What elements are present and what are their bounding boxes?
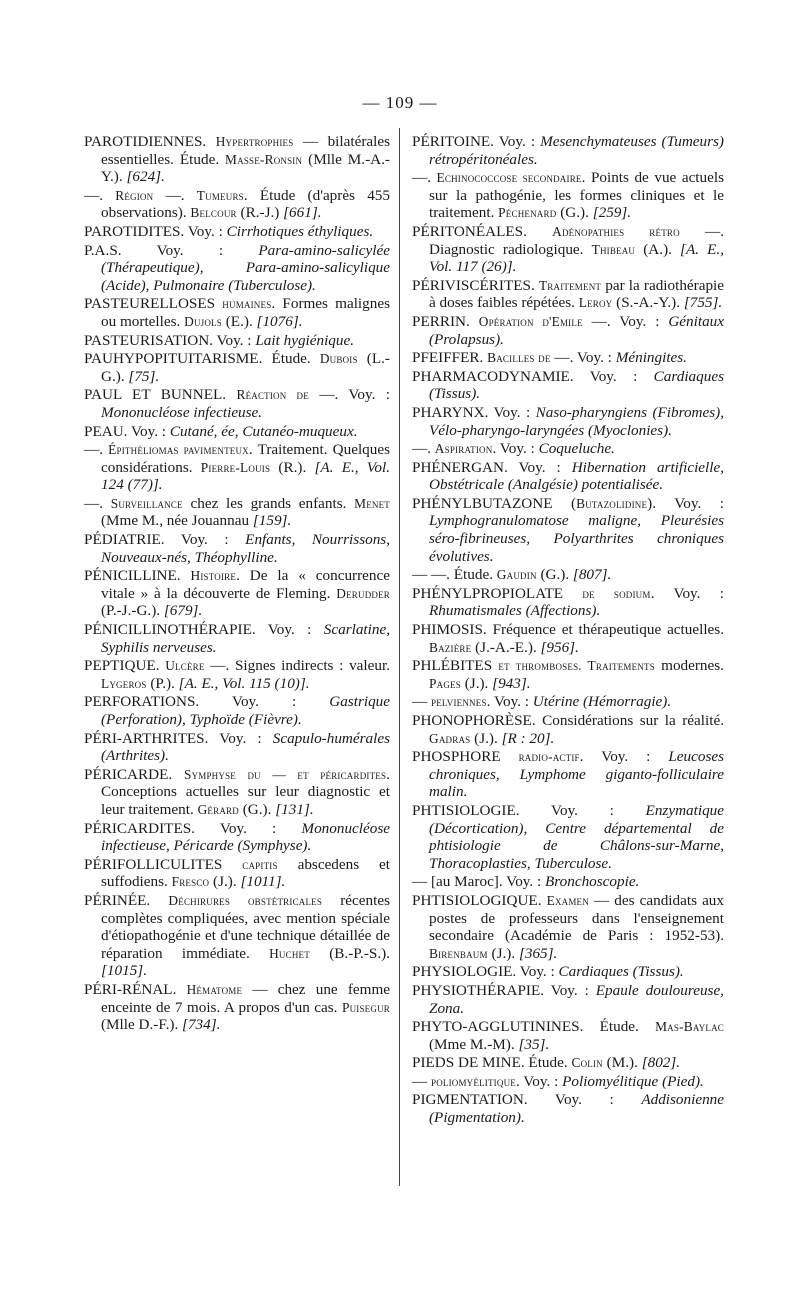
page-number: — 109 — [362,93,438,112]
entry-text: modernes. [654,657,724,675]
entry-smallcaps-text: Echinococcose secondaire [436,170,582,186]
entry-text: PHYTO-AGGLUTININES. Étude. [412,1018,656,1036]
entry-text: PAUHYPOPITUITARISME. Étude. [84,350,320,368]
entry-italic-text: Mononucléose infectieuse, Péricarde (Symphyse). [101,819,390,855]
entry-smallcaps-text: Ulcère [165,658,205,674]
entry-text: (J.). [470,729,502,747]
entry-smallcaps-text: Lygeros [101,675,147,691]
entry-text: PEAU. Voy. : [84,422,170,440]
entry-italic-text: Enzymatique (Décortication), Centre départemental de phtisiologie de Châlons-sur-Marne, Thoracoplasties, Tuberculose. [429,801,724,872]
entry-text: (E.). [221,312,257,330]
entry-smallcaps-text: Gérard [197,801,239,817]
entry-text: PHARYNX. Voy. : [412,403,536,421]
entry-text: . Points de vue actuels sur la pathogénie, les formes cliniques et le traitement. [429,169,724,222]
index-entry [84,693,390,728]
entry-italic-text: Rhumatismales (Affections). [429,602,601,620]
index-entry [412,748,724,801]
entry-text: PIEDS DE MINE. Étude. [412,1054,572,1072]
entry-text: . Voy. : [515,1072,563,1090]
entry-text: (M.). [602,1054,642,1072]
index-entry [84,856,390,891]
entry-text: (J.). [460,674,493,692]
entry-text: PHIMOSIS. Fréquence et thérapeutique actuelles. [412,621,724,639]
entry-smallcaps-text: Histoire [190,568,237,584]
entry-text: PFEIFFER. [412,349,488,367]
index-entry [412,1018,724,1053]
entry-text: PÉDIATRIE. Voy. : [84,531,246,549]
entry-smallcaps-text: Belcour [190,205,237,221]
entry-text: (R.-J.) [236,204,284,222]
index-entry [412,802,724,872]
entry-smallcaps-text: Dujols [184,313,222,329]
entry-text: . Conceptions actuelles sur leur diagnostic et leur traitement. [101,765,390,818]
entry-smallcaps-text: Examen [546,892,589,908]
index-entry [412,1073,724,1091]
entry-text: PEPTIQUE. [84,657,166,675]
entry-text: PAROTIDIENNES. [84,133,216,150]
entry-italic-text: Hibernation artificielle, Obstétricale (Analgésie) potentialisée. [429,458,725,494]
entry-text: (J.-A.-E.). [471,638,541,656]
entry-text: (P.-J.-G.). [101,602,164,620]
entry-text: —. Voy. : [550,349,616,367]
entry-italic-text: [807]. [572,566,612,584]
index-entry [412,169,724,222]
entry-italic-text: Utérine (Hémorragie). [532,693,672,711]
entry-text: . Formes malignes ou mortelles. [101,295,390,330]
entry-text: PHYSIOTHÉRAPIE. Voy. : [412,981,596,999]
entry-text: PIGMENTATION. Voy. : [412,1091,642,1109]
entry-smallcaps-text: Birenbaum [429,945,488,961]
entry-text: PÉRINÉE. [84,891,169,909]
entry-text: . Traitement. Quelques considérations. [101,441,391,476]
entry-smallcaps-text: Dubois [319,351,358,367]
entry-smallcaps-text: radio-actif [518,749,580,765]
entry-text: PERRIN. [412,312,479,330]
entry-smallcaps-text: Masse-Ronsin [225,151,303,167]
entry-text: —. [84,441,109,459]
entry-text: (Mme M., née Jouannau [101,512,253,530]
entry-text: abscedens et suffodiens. [101,855,391,891]
entry-smallcaps-text: Leroy [578,295,613,311]
entry-text: . Voy. : [650,584,725,602]
entry-italic-text: [1011]. [240,873,286,891]
entry-italic-text: Epaule douloureuse, Zona. [429,981,724,1017]
entry-smallcaps-text: Pages [429,675,461,691]
entry-smallcaps-text: Déchirures obstétricales [168,892,323,908]
entry-text: récentes complètes compliquées, avec mention spéciale d'étiopathogénie et d'une technique détaillée de réparation immédiate. [101,891,390,962]
entry-italic-text: Poliomyélitique (Pied). [562,1072,704,1090]
index-column-left [84,133,390,1035]
index-entry [412,566,724,584]
entry-italic-text: Scarlatine, Syphilis nerveuses. [101,621,390,656]
entry-text: —. [153,186,197,204]
entry-italic-text: Naso-pharyngiens (Fibromes), Vélo-pharyngo-laryngées (Myoclonies). [429,403,725,439]
entry-italic-text: Scapulo-humérales (Arthrites). [101,729,390,765]
entry-italic-text: Mesenchymateuses (Tumeurs) rétropéritonéales. [429,133,724,168]
entry-text: — —. Étude. [412,566,497,584]
entry-text: —. Voy. : [582,312,669,330]
entry-smallcaps-text: Épithéliomas pavimenteux [108,442,249,458]
entry-smallcaps-text: Gaudin [496,567,537,583]
entry-italic-text: Cirrhotiques éthyliques. [226,222,374,240]
entry-smallcaps-text: Adénopathies rétro [552,223,680,239]
index-entry [84,187,390,222]
entry-text: PÉRI-ARTHRITES. Voy. : [84,729,273,747]
entry-text: (G.). [556,204,593,222]
index-entry [412,313,724,348]
entry-italic-text: [624]. [126,168,165,186]
entry-italic-text: Cutané, ée, Cutanéo-muqueux. [169,422,358,440]
entry-italic-text: [259]. [592,204,632,222]
entry-text: PÉRITONÉALES. [412,222,553,240]
entry-text: PASTEURISATION. Voy. : [84,331,256,349]
entry-text: — [412,693,431,711]
entry-text: (Mlle D.-F.). [101,1016,183,1034]
index-column-right [412,133,724,1128]
entry-smallcaps-text: Symphyse du — et péricardites [183,766,387,782]
index-entry [84,133,390,186]
entry-text: PHÉNYLPROPIOLATE [412,584,583,602]
entry-italic-text: [A. E., Vol. 124 (77)]. [101,458,391,494]
entry-smallcaps-text: Hypertrophies [215,134,294,149]
entry-text: (Mme M.-M). [429,1035,519,1053]
index-entry [412,963,724,981]
entry-italic-text: Coqueluche. [538,440,615,458]
entry-italic-text: [R : 20]. [501,729,555,747]
entry-italic-text: [661]. [283,204,322,222]
entry-italic-text: Para-amino-salicylée (Thérapeutique), Para-amino-salicylique (Acide), Pulmonaire (Tuberculose). [101,241,390,294]
entry-italic-text: Mononucléose infectieuse. [101,403,263,421]
index-entry [412,368,724,403]
entry-text: — [au Maroc]. Voy. : [412,873,546,891]
entry-italic-text: Enfants, Nourrissons, Nouveaux-nés, Théophylline. [101,531,390,566]
entry-text: PÉRI-RÉNAL. [84,980,187,998]
entry-italic-text: [35]. [518,1035,550,1053]
index-entry [412,657,724,692]
index-entry [84,386,390,421]
entry-smallcaps-text: Tumeurs [196,187,244,203]
entry-smallcaps-text: Bazière [429,639,472,655]
index-entry [412,693,724,711]
entry-text: —. [84,494,111,512]
index-entry [412,873,724,891]
entry-text: — bilatérales essentielles. Étude. [101,133,390,168]
entry-smallcaps-text: Thibeau [591,241,636,257]
index-entry [412,277,724,312]
entry-italic-text: [734]. [182,1016,221,1034]
entry-text: —. [84,186,116,204]
index-entry [84,295,390,330]
entry-text: —. Diagnostic radiologique. [429,222,724,258]
entry-smallcaps-text: Opération d'Emile [478,313,583,329]
entry-smallcaps-text: et thromboses. Traitements [498,658,655,674]
entry-italic-text: Méningites. [615,349,687,367]
index-entry [84,981,390,1034]
entry-smallcaps-text: humaines [222,296,272,312]
entry-text: PAUL ET BUNNEL. [84,386,237,404]
entry-text: PÉRITOINE. Voy. : [412,133,541,150]
index-entry [84,423,390,441]
index-entry [412,223,724,276]
entry-text: PHLÉBITES [412,657,499,675]
entry-text: — des candidats aux postes de professeurs dans l'enseignement secondaire (Académie de Paris : 1952-53). [429,891,724,945]
index-entry [412,1054,724,1072]
entry-text: (A.). [635,240,681,258]
entry-text: PÉNICILLINE. [84,567,191,585]
entry-text: PÉRIVISCÉRITES. [412,276,539,294]
entry-text: PASTEURELLOSES [84,295,223,313]
entry-text: PHARMACODYNAMIE. Voy. : [412,367,654,385]
entry-smallcaps-text: Pierre-Louis [200,459,271,475]
entry-text: —. [412,169,437,187]
entry-smallcaps-text: Péchenard [498,205,557,221]
entry-text: PÉRICARDITES. Voy. : [84,819,302,837]
entry-italic-text: Bronchoscopie. [545,873,640,891]
entry-text: PHÉNERGAN. Voy. : [412,458,572,476]
entry-text: PHTISIOLOGIQUE. [412,891,547,909]
entry-smallcaps-text: Gadras [429,730,471,746]
entry-smallcaps-text: Fresco [171,874,210,890]
entry-italic-text: [1015]. [101,962,147,980]
entry-italic-text: Cardiaques (Tissus). [558,963,684,981]
entry-italic-text: Addisonienne (Pigmentation). [429,1091,724,1127]
index-entry [84,892,390,980]
index-entry [84,621,390,656]
entry-italic-text: [365]. [518,944,558,962]
index-entry [84,766,390,819]
entry-italic-text: [956]. [540,638,579,656]
entry-smallcaps-text: Aspiration [434,441,493,457]
index-entry [84,332,390,350]
entry-text: (S.-A.-Y.). [612,294,684,312]
entry-italic-text: Leucoses chroniques, Lymphome giganto-folliculaire malin. [429,748,725,801]
index-entry [412,585,724,620]
entry-smallcaps-text: pelviennes [430,694,487,710]
entry-italic-text: [943]. [492,674,531,692]
entry-text: PHYSIOLOGIE. Voy. : [412,963,559,981]
index-entry [412,440,724,458]
entry-italic-text: Cardiaques (Tissus). [429,367,724,403]
column-divider [399,128,400,1186]
entry-text: PERFORATIONS. Voy. : [84,693,330,711]
entry-text: . Étude (d'après 455 observations). [101,186,390,222]
entry-text: —. Voy. : [308,386,390,404]
index-entry [84,531,390,566]
entry-smallcaps-text: Colin [571,1055,603,1071]
entry-italic-text: [679]. [163,602,203,620]
entry-text: —. [412,440,435,458]
entry-text: — [412,1072,431,1090]
index-entry [412,712,724,747]
index-entry [84,567,390,620]
index-entry [84,350,390,385]
entry-italic-text: [1076]. [256,312,303,330]
entry-text: (B.-P.-S.). [309,944,390,962]
index-entry [412,404,724,439]
index-entry [412,1091,724,1126]
index-entry [84,657,390,692]
entry-text: PHÉNYLBUTAZONE ( [412,494,577,512]
entry-italic-text: [A. E., Vol. 117 (26)]. [429,240,724,276]
entry-italic-text: Lymphogranulomatose maligne, Pleurésies séro-fibrineuses, Polyarthrites chroniques évolutives. [429,512,724,565]
entry-text: chez les grands enfants. [182,494,355,512]
entry-italic-text: [802]. [641,1054,681,1072]
index-entry [412,982,724,1017]
entry-text: PHTISIOLOGIE. Voy. : [412,801,646,819]
index-entry [412,892,724,962]
entry-text: . Voy. : [486,693,533,711]
index-entry [84,441,390,494]
entry-text: . Voy. : [579,748,669,766]
index-entry [84,730,390,765]
entry-italic-text: Génitaux (Prolapsus). [429,312,725,348]
entry-smallcaps-text: Réaction de [236,387,309,403]
entry-smallcaps-text: Menet [354,495,390,511]
entry-italic-text: [755]. [683,294,723,312]
entry-smallcaps-text: poliomyélitique [430,1073,516,1089]
entry-text: —. Signes indirects : valeur. [204,657,390,675]
index-entry [84,495,390,530]
entry-smallcaps-text: Surveillance [110,495,183,511]
entry-text: (P.). [146,674,179,692]
entry-text: (R.). [270,458,315,476]
entry-italic-text: [159]. [252,512,292,530]
entry-text: par la radiothérapie à doses faibles répétées. [429,276,725,312]
index-entry [84,242,390,295]
entry-text: (J.). [209,873,241,891]
entry-text: PÉRIFOLLICULITES [84,855,243,873]
entry-text: (G.). [238,800,276,818]
entry-text: PHONOPHORÈSE. Considérations sur la réalité. [412,712,724,729]
entry-smallcaps-text: capitis [242,856,278,872]
entry-smallcaps-text: Bacilles de [487,350,551,366]
entry-text: (Mlle M.-A.-Y.). [101,150,390,186]
entry-smallcaps-text: Hématome [186,981,243,997]
entry-smallcaps-text: Butazolidine [576,495,648,511]
entry-text: (L.-G.). [101,350,390,385]
entry-smallcaps-text: de sodium [582,585,651,601]
entry-smallcaps-text: Derudder [336,585,390,601]
entry-text: (G.). [536,566,573,584]
entry-text: (J.). [487,944,519,962]
entry-text: . Voy. : [492,440,539,458]
index-entry [412,495,724,565]
index-entry [412,621,724,656]
entry-smallcaps-text: Traitement [538,277,602,293]
index-entry [412,133,724,168]
entry-text: PÉRICARDE. [84,765,184,783]
entry-italic-text: Gastrique (Perforation), Typhoïde (Fièvre). [101,693,390,728]
entry-smallcaps-text: Région [115,187,154,203]
index-entry [412,459,724,494]
entry-text: PHOSPHORE [412,748,519,766]
entry-italic-text: [A. E., Vol. 115 (10)]. [178,674,310,692]
entry-smallcaps-text: Huchet [269,945,310,961]
entry-text: — chez une femme enceinte de 7 mois. A propos d'un cas. [101,980,390,1016]
entry-smallcaps-text: Puisegur [341,999,390,1015]
entry-text: PAROTIDITES. Voy. : [84,222,227,240]
entry-text: ). Voy. : [647,494,724,512]
entry-text: PÉNICILLINOTHÉRAPIE. Voy. : [84,621,324,639]
entry-italic-text: [131]. [275,800,314,818]
index-entry [84,223,390,241]
entry-italic-text: [75]. [128,367,160,385]
entry-italic-text: Lait hygiénique. [255,331,355,349]
index-entry [412,349,724,367]
entry-smallcaps-text: Mas-Baylac [655,1019,724,1035]
index-entry [84,820,390,855]
entry-text: . De la « concurrence vitale » à la découverte de Fleming. [101,567,390,602]
entry-text: P.A.S. Voy. : [84,241,259,259]
